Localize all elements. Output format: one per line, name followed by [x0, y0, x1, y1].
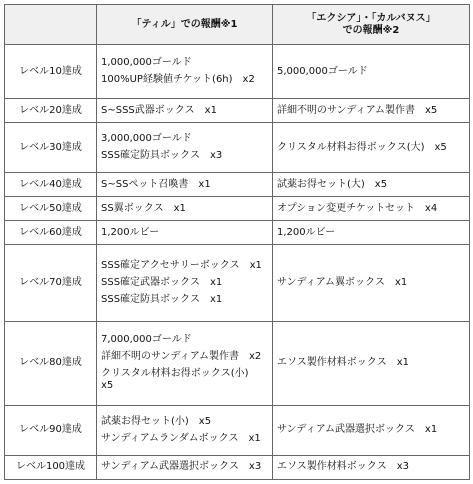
tiru-reward-cell — [97, 197, 273, 221]
level-cell: レベル60達成 — [5, 221, 97, 245]
table-row — [5, 45, 470, 99]
header-row — [5, 5, 470, 45]
reward-item: SSS確定アクセサリーボックス x1 — [101, 259, 262, 271]
reward-item: サンディアムランダムボックス x1 — [101, 432, 261, 444]
excia-reward-cell — [273, 321, 470, 405]
tiru-reward-cell — [97, 221, 273, 245]
tiru-reward-cell — [97, 123, 273, 173]
reward-item: エソス製作材料ボックス x3 — [277, 461, 409, 473]
reward-item: 3,000,000ゴールド — [101, 133, 192, 145]
reward-item: エソス製作材料ボックス x1 — [277, 357, 409, 369]
table-row — [5, 405, 470, 455]
reward-item: S~SSS武器ボックス x1 — [101, 104, 217, 116]
reward-item: 詳細不明のサンディアム製作書 x5 — [277, 104, 438, 116]
header-level — [5, 5, 97, 45]
rewards-table — [4, 4, 470, 480]
level-cell: レベル100達成 — [5, 455, 97, 479]
excia-reward-cell — [273, 45, 470, 99]
excia-reward-cell — [273, 245, 470, 321]
reward-item: サンディアム翼ボックス x1 — [277, 276, 408, 288]
tiru-reward-cell — [97, 99, 273, 123]
excia-reward-cell — [273, 123, 470, 173]
tiru-reward-cell — [97, 321, 273, 405]
level-cell: レベル20達成 — [5, 99, 97, 123]
level-cell: レベル70達成 — [5, 245, 97, 321]
level-cell: レベル10達成 — [5, 45, 97, 99]
tiru-reward-cell — [97, 245, 273, 321]
reward-item: SSS確定防具ボックス x3 — [101, 150, 223, 162]
level-cell: レベル80達成 — [5, 321, 97, 405]
reward-item: 詳細不明のサンディアム製作書 x2 — [101, 351, 262, 363]
table-row — [5, 99, 470, 123]
table-row — [5, 245, 470, 321]
reward-item: 100%UP経験値チケット(6h) x2 — [101, 74, 255, 86]
header-tiru-rewards: 「ティル」での報酬※1 — [97, 5, 273, 45]
reward-item: 試薬お得セット(小) x5 — [101, 415, 212, 427]
reward-item: 5,000,000ゴールド — [277, 65, 368, 77]
reward-item: SS翼ボックス x1 — [101, 202, 186, 214]
reward-item: S~SSペット召喚書 x1 — [101, 178, 211, 190]
reward-item: 1,200ルビー — [277, 226, 336, 238]
excia-reward-cell — [273, 99, 470, 123]
excia-reward-cell — [273, 173, 470, 197]
reward-item: クリスタル材料お得ボックス(大) x5 — [277, 141, 447, 153]
excia-reward-cell — [273, 455, 470, 479]
tiru-reward-cell — [97, 455, 273, 479]
table-row — [5, 197, 470, 221]
tiru-reward-cell — [97, 45, 273, 99]
excia-reward-cell — [273, 197, 470, 221]
level-cell: レベル50達成 — [5, 197, 97, 221]
excia-reward-cell — [273, 221, 470, 245]
reward-item: クリスタル材料お得ボックス(小) x5 — [101, 368, 259, 392]
tiru-reward-cell — [97, 173, 273, 197]
header-excia-carbanus-rewards: 「エクシア」・「カルバヌス」 での報酬※2 — [273, 5, 470, 45]
level-cell: レベル90達成 — [5, 405, 97, 455]
level-cell: レベル30達成 — [5, 123, 97, 173]
reward-item: サンディアム武器選択ボックス x1 — [277, 424, 438, 436]
table-row — [5, 173, 470, 197]
reward-item: サンディアム武器選択ボックス x3 — [101, 461, 262, 473]
tiru-reward-cell — [97, 405, 273, 455]
reward-item: 1,000,000ゴールド — [101, 57, 192, 69]
table-row — [5, 221, 470, 245]
excia-reward-cell — [273, 405, 470, 455]
table-row — [5, 455, 470, 479]
table-row — [5, 321, 470, 405]
reward-item: 1,200ルビー — [101, 226, 160, 238]
reward-item: オプション変更チケットセット x4 — [277, 202, 438, 214]
reward-item: SSS確定防具ボックス x1 — [101, 293, 223, 305]
table-row — [5, 123, 470, 173]
reward-item: 試薬お得セット(大) x5 — [277, 178, 388, 190]
reward-item: SSS確定武器ボックス x1 — [101, 276, 223, 288]
reward-item: 7,000,000ゴールド — [101, 334, 192, 346]
level-cell: レベル40達成 — [5, 173, 97, 197]
